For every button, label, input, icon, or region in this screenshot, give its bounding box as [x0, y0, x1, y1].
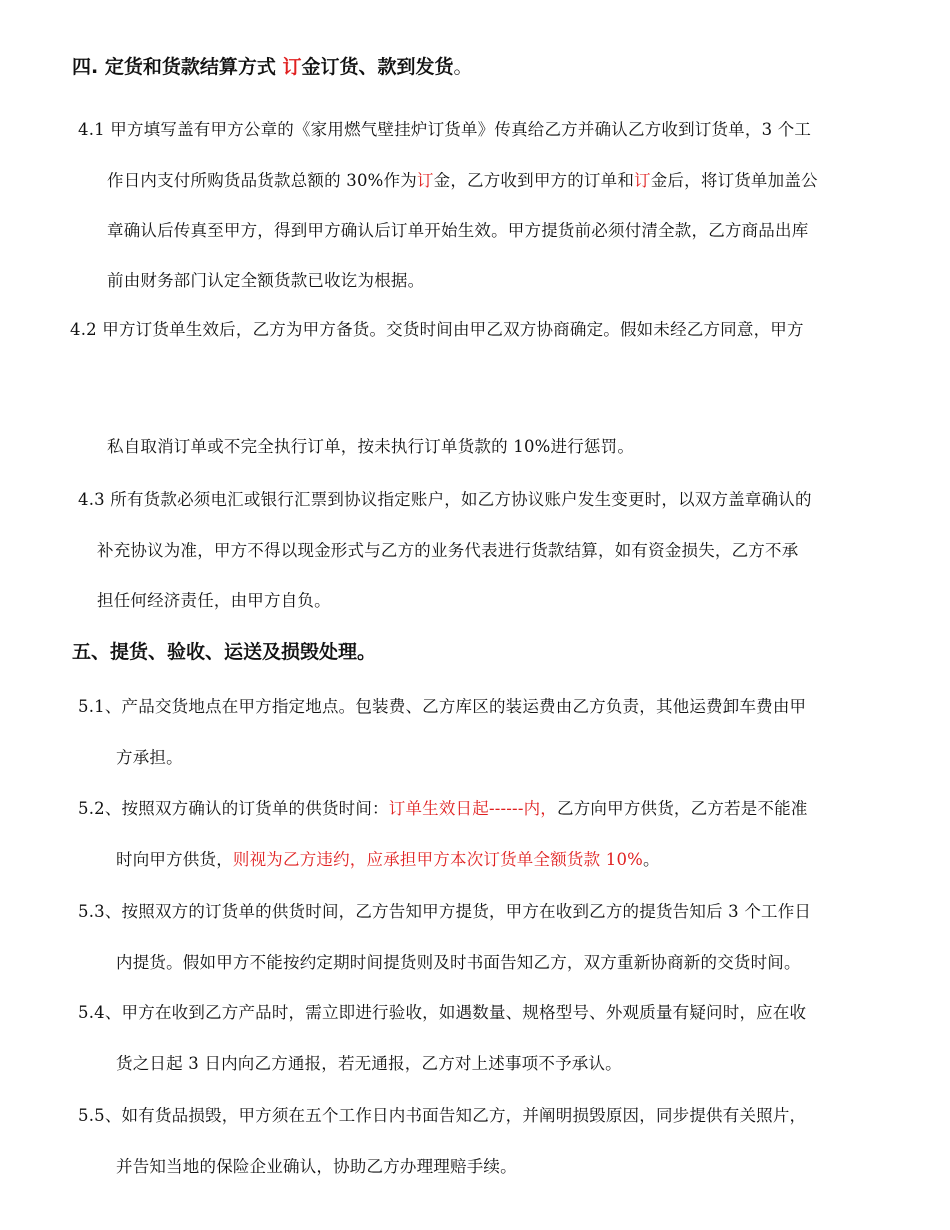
clause-5-4-line-2: 货之日起 3 日内向乙方通报，若无通报，乙方对上述事项不予承认。 [116, 1054, 622, 1073]
clause-5-1-line-2: 方承担。 [116, 748, 183, 767]
clause-4-1-deposit-red-2: 订 [634, 171, 651, 190]
section-4-heading [72, 52, 473, 79]
clause-4-1-line-2-c: 金后，将订货单加盖公 [650, 171, 818, 190]
clause-5-4-line-1: 5.4、甲方在收到乙方产品时，需立即进行验收，如遇数量、规格型号、外观质量有疑问时，应在收 [78, 1003, 807, 1022]
clause-4-2-line-1: 4.2 甲方订货单生效后，乙方为甲方备货。交货时间由甲乙双方协商确定。假如未经乙方同意，甲方 [70, 320, 804, 339]
clause-5-2-line-2-a: 时向甲方供货， [116, 850, 233, 869]
clause-5-2-line-1-b: 乙方向甲方供货，乙方若是不能准 [557, 799, 808, 818]
clause-4-3-line-3: 担任何经济责任，由甲方自负。 [97, 591, 331, 610]
section-5-heading: 五、提货、验收、运送及损毁处理。 [72, 641, 377, 663]
clause-4-1-deposit-red-1: 订 [416, 171, 434, 190]
clause-4-1-line-1: 4.1 甲方填写盖有甲方公章的《家用燃气壁挂炉订货单》传真给乙方并确认乙方收到订货单，3 个工 [78, 120, 812, 139]
clause-5-3-line-1: 5.3、按照双方的订货单的供货时间，乙方告知甲方提货，甲方在收到乙方的提货告知后 3 个工作日 [78, 902, 812, 921]
clause-4-3-line-2: 补充协议为准，甲方不得以现金形式与乙方的业务代表进行货款结算，如有资金损失，乙方不承 [97, 541, 799, 560]
clause-4-2-line-2: 私自取消订单或不完全执行订单，按未执行订单货款的 10%进行惩罚。 [107, 437, 635, 456]
clause-4-1-line-4: 前由财务部门认定全额货款已收讫为根据。 [107, 271, 425, 290]
clause-5-1-line-1: 5.1、产品交货地点在甲方指定地点。包装费、乙方库区的装运费由乙方负责，其他运费卸车费由甲 [78, 697, 807, 716]
section-4-title-b: 金订货、款到发货 [301, 56, 454, 78]
clause-5-2-penalty-red: 则视为乙方违约，应承担甲方本次订货单全额货款 10% [232, 850, 644, 869]
clause-4-1-line-3: 章确认后传真至甲方，得到甲方确认后订单开始生效。甲方提货前必须付清全款，乙方商品出库 [107, 221, 809, 240]
section-4-title-end: 。 [453, 56, 473, 78]
section-4-title-a: 四. 定货和货款结算方式 [72, 56, 283, 78]
clause-5-2-line-2-b: 。 [643, 850, 660, 869]
clause-4-1-line-2 [107, 167, 818, 191]
clause-5-2-line-1-a: 5.2、按照双方确认的订货单的供货时间： [78, 799, 389, 818]
clause-4-1-line-2-a: 作日内支付所购货品货款总额的 30%作为 [107, 171, 417, 190]
section-4-title-red: 订 [282, 56, 302, 78]
clause-5-5-line-1: 5.5、如有货品损毁，甲方须在五个工作日内书面告知乙方，并阐明损毁原因，同步提供有关照片， [78, 1106, 807, 1125]
clause-5-2-delivery-term-red: 订单生效日起------内， [388, 799, 558, 818]
clause-5-2-line-1 [78, 795, 808, 819]
clause-5-5-line-2: 并告知当地的保险企业确认，协助乙方办理理赔手续。 [116, 1157, 517, 1176]
clause-5-2-line-2 [116, 846, 660, 870]
clause-4-1-line-2-b: 金，乙方收到甲方的订单和 [433, 171, 635, 190]
clause-5-3-line-2: 内提货。假如甲方不能按约定期时间提货则及时书面告知乙方，双方重新协商新的交货时间。 [116, 953, 801, 972]
clause-4-3-line-1: 4.3 所有货款必须电汇或银行汇票到协议指定账户，如乙方协议账户发生变更时，以双方盖章确认的 [78, 490, 812, 509]
